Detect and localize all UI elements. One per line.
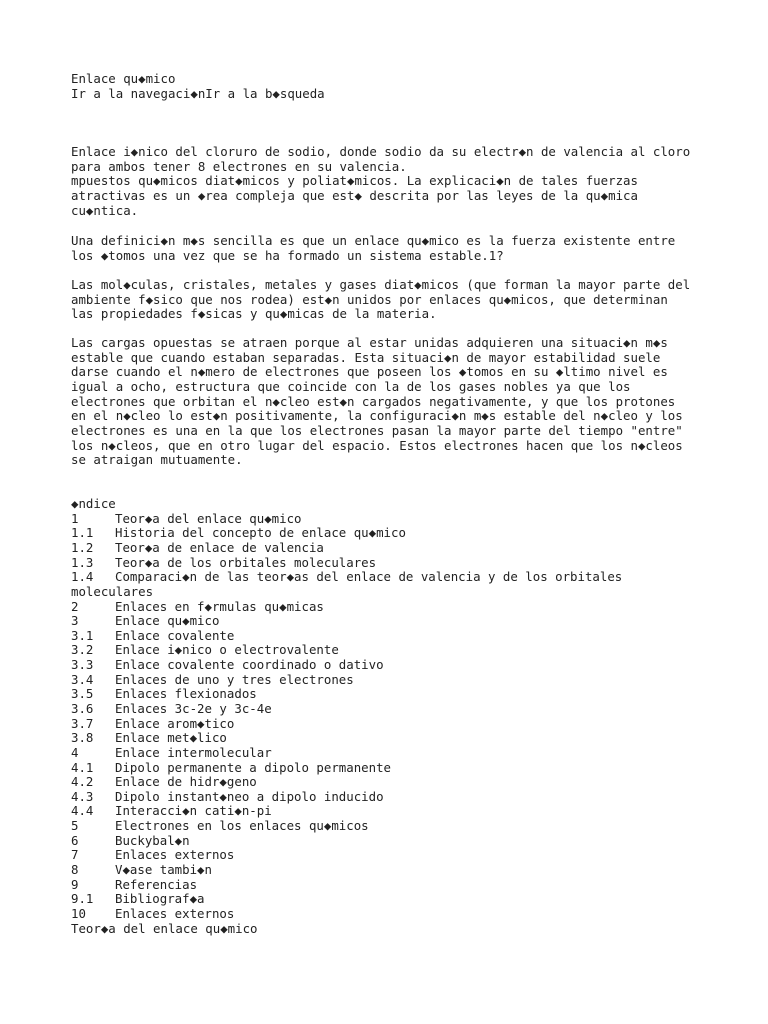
paragraph-molecules: Las mol◆culas, cristales, metales y gases diat◆micos (que forman la mayor parte del ambiente f◆sico que nos rodea) est◆n unidos por enlaces qu◆micos, que determinan las propiedades f◆sicas y qu◆micas de la materia. — [71, 277, 691, 322]
toc-item-number: 1.2 — [71, 539, 94, 555]
toc-item-continuation[interactable]: moleculares — [71, 583, 154, 599]
toc-item-number: 6 — [71, 832, 79, 848]
toc-item-number: 4.2 — [71, 774, 94, 790]
toc-item-number: 3.3 — [71, 657, 94, 673]
toc-heading: ◆ndice — [71, 496, 116, 511]
toc-item-label[interactable]: Referencias — [115, 876, 198, 892]
toc-list — [71, 512, 731, 922]
toc-item-number: 3.7 — [71, 715, 94, 731]
toc-item[interactable] — [71, 775, 731, 790]
toc-item[interactable] — [71, 658, 731, 673]
toc-item[interactable] — [71, 863, 731, 878]
paragraph-charges: Las cargas opuestas se atraen porque al estar unidas adquieren una situaci◆n m◆s estable que cuando estaban separadas. Esta situaci◆n de mayor estabilidad suele darse cuando el n◆mero de electrones que poseen los ◆tomos en su ◆ltimo nivel es igual a ocho, estructura que coincide con la de los gases nobles ya que los electrones que orbitan el n◆cleo est◆n cargados negativamente, y que los protones en el n◆cleo lo est◆n positivamente, la configuraci◆n m◆s estable del n◆cleo y los electrones es una en la que los electrones pasan la mayor parte del tiempo "entre" los n◆cleos, que en otro lugar del espacio. Estos electrones hacen que los n◆cleos se atraigan mutuamente. — [71, 335, 683, 468]
toc-item-number: 4.3 — [71, 788, 94, 804]
toc-item[interactable] — [71, 570, 731, 585]
section-heading: Teor◆a del enlace qu◆mico — [71, 920, 258, 936]
toc-item[interactable] — [71, 892, 731, 907]
toc-item[interactable] — [71, 614, 731, 629]
toc-item-label[interactable]: Enlaces flexionados — [115, 686, 257, 702]
toc-item-number: 5 — [71, 818, 79, 834]
toc-item-number: 3.2 — [71, 642, 94, 658]
toc-item-label[interactable]: Enlace i◆nico o electrovalente — [115, 642, 339, 658]
toc-item-label[interactable]: Comparaci◆n de las teor◆as del enlace de valencia y de los orbitales — [115, 569, 623, 585]
toc-item-number: 2 — [71, 598, 79, 614]
toc-item-label[interactable]: Enlace intermolecular — [115, 744, 272, 760]
toc-item[interactable] — [71, 819, 731, 834]
toc-item[interactable] — [71, 907, 731, 922]
toc-item-number: 3.6 — [71, 700, 94, 716]
toc-item-label[interactable]: Enlace arom◆tico — [115, 715, 235, 731]
toc-item[interactable] — [71, 541, 731, 556]
toc-item-label[interactable]: Dipolo permanente a dipolo permanente — [115, 759, 392, 775]
toc-item[interactable] — [71, 687, 731, 702]
toc-item-label[interactable]: Bibliograf◆a — [115, 891, 205, 907]
paragraph-definition: Una definici◆n m◆s sencilla es que un enlace qu◆mico es la fuerza existente entre los ◆tomos una vez que se ha formado un sistema estable.1? — [71, 233, 676, 263]
toc-item[interactable] — [71, 878, 731, 893]
toc-item-number: 3 — [71, 613, 79, 629]
toc-item-number: 3.8 — [71, 730, 94, 746]
toc-item[interactable] — [71, 600, 731, 615]
toc-item-number: 1 — [71, 510, 79, 526]
toc-item-number: 10 — [71, 905, 86, 921]
toc-item-label[interactable]: Historia del concepto de enlace qu◆mico — [115, 525, 406, 541]
toc-item[interactable] — [71, 761, 731, 776]
toc-item-number: 1.4 — [71, 569, 94, 585]
toc-item-number: 1.3 — [71, 554, 94, 570]
toc-item-number: 4 — [71, 744, 79, 760]
toc-item-label[interactable]: Enlaces 3c-2e y 3c-4e — [115, 700, 272, 716]
toc-item-number: 3.5 — [71, 686, 94, 702]
toc-item-label[interactable]: Enlaces en f◆rmulas qu◆micas — [115, 598, 324, 614]
toc-item-label[interactable]: Enlace de hidr◆geno — [115, 774, 257, 790]
toc-item-label[interactable]: Electrones en los enlaces qu◆micos — [115, 818, 369, 834]
toc-item-number: 7 — [71, 847, 79, 863]
toc-item[interactable] — [71, 848, 731, 863]
toc-item-number: 9 — [71, 876, 79, 892]
toc-item-number: 4.4 — [71, 803, 94, 819]
toc-item-number: 1.1 — [71, 525, 94, 541]
toc-item-number: 9.1 — [71, 891, 94, 907]
table-of-contents — [71, 497, 731, 936]
toc-item-label[interactable]: Enlace qu◆mico — [115, 613, 220, 629]
toc-item-label[interactable]: Dipolo instant◆neo a dipolo inducido — [115, 788, 384, 804]
toc-item-label[interactable]: Enlaces externos — [115, 905, 235, 921]
toc-item-number: 3.4 — [71, 671, 94, 687]
toc-item-label[interactable]: V◆ase tambi◆n — [115, 862, 212, 878]
toc-item-label[interactable]: Buckybal◆n — [115, 832, 190, 848]
toc-item-label[interactable]: Enlaces externos — [115, 847, 235, 863]
toc-item[interactable] — [71, 512, 731, 527]
toc-item-label[interactable]: Enlace covalente coordinado o dativo — [115, 657, 384, 673]
toc-item[interactable] — [71, 629, 731, 644]
toc-item[interactable] — [71, 790, 731, 805]
toc-item-label[interactable]: Enlace met◆lico — [115, 730, 227, 746]
toc-item[interactable] — [71, 834, 731, 849]
toc-item[interactable] — [71, 746, 731, 761]
toc-item-label[interactable]: Teor◆a del enlace qu◆mico — [115, 510, 302, 526]
toc-item[interactable] — [71, 673, 731, 688]
paragraph-ionic-bond: Enlace i◆nico del cloruro de sodio, donde sodio da su electr◆n de valencia al cloro para ambos tener 8 electrones en su valencia. mpuestos qu◆micos diat◆micos y poliat◆micos. La explicaci◆n de tales fuerzas atractivas es un ◆rea compleja que est◆ descrita por las leyes de la qu◆mica cu◆ntica. — [71, 144, 691, 218]
toc-item-label[interactable]: Teor◆a de enlace de valencia — [115, 539, 324, 555]
page-title: Enlace qu◆mico — [71, 71, 176, 86]
toc-item-label[interactable]: Enlace covalente — [115, 627, 235, 643]
toc-item[interactable] — [71, 556, 731, 571]
toc-item-number: 8 — [71, 862, 79, 878]
toc-item[interactable] — [71, 526, 731, 541]
toc-item[interactable] — [71, 702, 731, 717]
navigation-links[interactable]: Ir a la navegaci◆nIr a la b◆squeda — [71, 85, 325, 101]
toc-item-label[interactable]: Enlaces de uno y tres electrones — [115, 671, 354, 687]
toc-item-label[interactable]: Interacci◆n cati◆n-pi — [115, 803, 272, 819]
toc-item[interactable] — [71, 804, 731, 819]
document-page — [71, 72, 711, 101]
toc-item[interactable] — [71, 643, 731, 658]
toc-item-number: 4.1 — [71, 759, 94, 775]
toc-item-number: 3.1 — [71, 627, 94, 643]
toc-item[interactable] — [71, 717, 731, 732]
toc-item[interactable] — [71, 731, 731, 746]
toc-item-label[interactable]: Teor◆a de los orbitales moleculares — [115, 554, 377, 570]
